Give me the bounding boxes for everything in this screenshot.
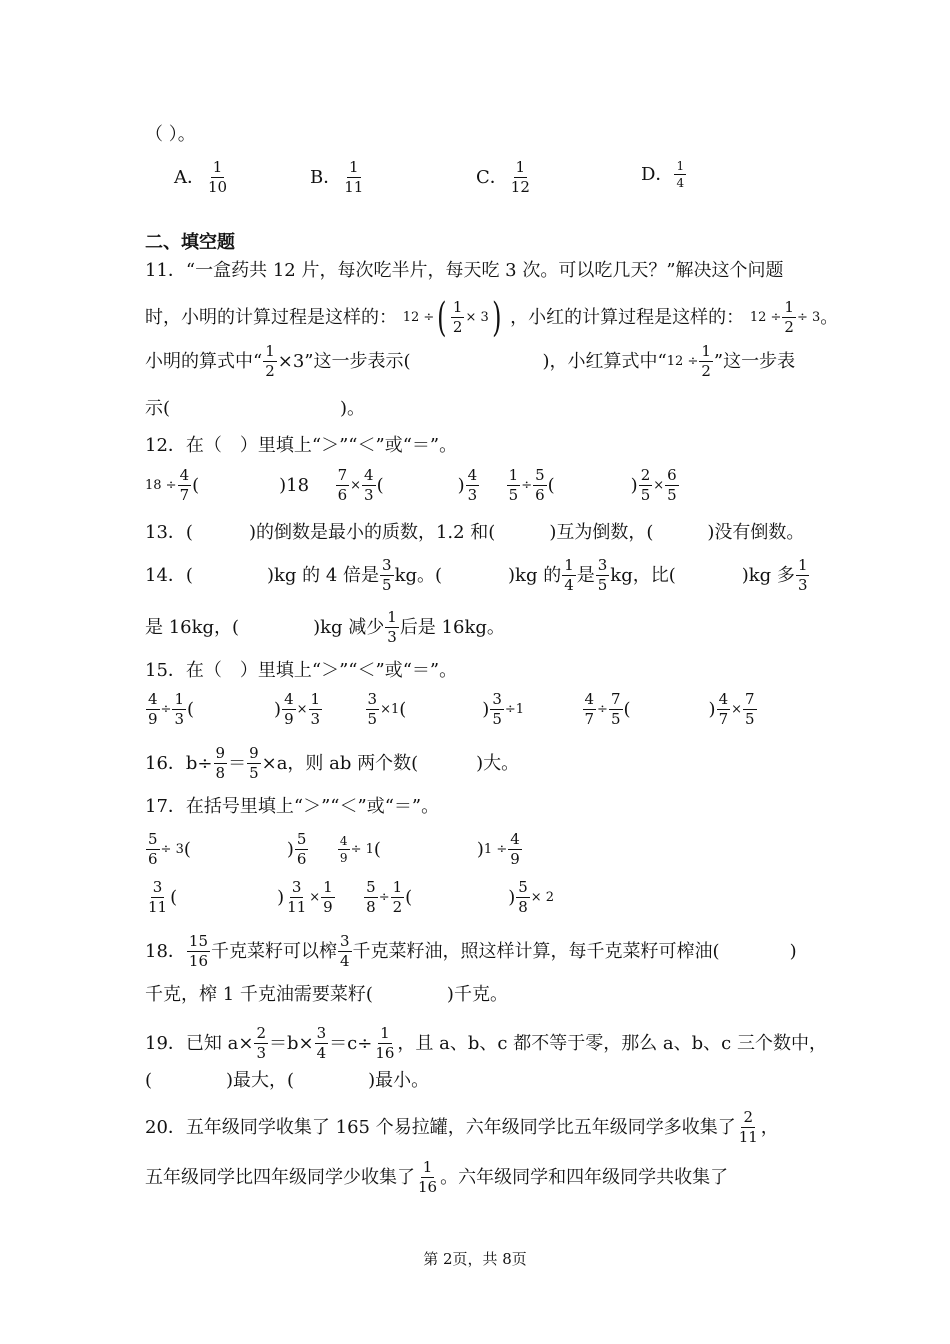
option-a[interactable]: A． $\frac{1}{10}$: [174, 158, 228, 196]
q20-line1: 20．五年级同学收集了 165 个易拉罐，六年级同学比五年级同学多收集了 $\frac{2}{11}$ ，: [145, 1108, 779, 1146]
page-footer: 第 2页，共 8页: [423, 1250, 527, 1268]
q11-line1: 11．“一盒药共 12 片，每次吃半片，每天吃 3 次。可以吃几天？”解决这个问题: [145, 260, 784, 281]
q20-line2: 五年级同学比四年级同学少收集了 $\frac{1}{16}$ 。六年级同学和四年级同学共收集了: [145, 1158, 729, 1196]
q12-exprs: 18 ÷ $\frac{4}{7}$ ( )18 $\frac{7}{6}$ × $\frac{4}{3}$ ( ) $\frac{4}{3}$ $\frac{1}{5}$ ÷ $\frac{5}{6}$ ( ) $\frac{2}{5}$ × $\frac{6}{5}$: [145, 466, 677, 504]
q19-line2: ( )最大，( )最小。: [145, 1070, 430, 1091]
q17-title: 17．在括号里填上“＞”“＜”或“＝”。: [145, 796, 440, 817]
q14-line1: 14．( )kg 的 4 倍是 $\frac{3}{5}$ kg。( )kg 的 $\frac{1}{4}$ 是 $\frac{3}{5}$ kg，比( )kg 多 $\frac{1}{3}$: [145, 556, 808, 594]
q12-title: 12．在（ ）里填上“＞”“＜”或“＝”。: [145, 435, 458, 456]
q15-title: 15．在（ ）里填上“＞”“＜”或“＝”。: [145, 660, 458, 681]
q11-line3: 小明的算式中“ $\frac{1}{2}$ ×3”这一步表示( )，小红算式中“12 ÷ $\frac{1}{2}$ ”这一步表: [145, 342, 796, 380]
q18-line1: 18． $\frac{15}{16}$ 千克菜籽可以榨 $\frac{3}{4}$ 千克菜籽油，照这样计算，每千克菜籽可榨油( ): [145, 932, 797, 970]
q18-line2: 千克，榨 1 千克油需要菜籽( )千克。: [145, 984, 508, 1005]
q11-line4: 示( )。: [145, 398, 366, 419]
q16: 16．b÷ $\frac{9}{8}$ ＝ $\frac{9}{5}$ ×a，则 ab 两个数( )大。: [145, 744, 520, 782]
q15-exprs: $\frac{4}{9}$ ÷ $\frac{1}{3}$ ( ) $\frac{4}{9}$ × $\frac{1}{3}$ $\frac{3}{5}$ ×1( ) $\frac{3}{5}$ ÷1 $\frac{4}{7}$ ÷ $\frac{7}{5}$ ( ) $\frac{4}{7}$ × $\frac{7}{5}$: [148, 690, 755, 728]
section-title: 二、填空题: [145, 232, 235, 253]
q17-row1: $\frac{5}{6}$ ÷ 3( ) $\frac{5}{6}$ $\frac{4}{9}$ ÷ 1( )1 ÷ $\frac{4}{9}$: [148, 830, 520, 868]
option-d[interactable]: D． $\frac{1}{4}$: [641, 159, 685, 190]
q13: 13．( )的倒数是最小的质数，1.2 和( )互为倒数，( )没有倒数。: [145, 522, 805, 543]
q14-line2: 是 16kg，( )kg 减少 $\frac{1}{3}$ 后是 16kg。: [145, 608, 505, 646]
q17-row2: $\frac{3}{11}$ ( ) $\frac{3}{11}$ × $\frac{1}{9}$ $\frac{5}{8}$ ÷ $\frac{1}{2}$ ( ) $\frac{5}{8}$ × 2: [148, 878, 555, 916]
q19-line1: 19．已知 a× $\frac{2}{3}$ ＝b× $\frac{3}{4}$ ＝c÷ $\frac{1}{16}$ ，且 a、b、c 都不等于零，那么 a、b、c 三个数中，: [145, 1024, 827, 1062]
option-b[interactable]: B． $\frac{1}{11}$: [310, 158, 364, 196]
q10-paren: （ ）。: [145, 124, 196, 145]
q11-line2: 时，小明的计算过程是这样的： 12 ÷( $\frac{1}{2}$ × 3) ，小红的计算过程是这样的： 12 ÷ $\frac{1}{2}$ ÷ 3。: [145, 294, 839, 341]
option-c[interactable]: C． $\frac{1}{12}$: [476, 158, 530, 196]
